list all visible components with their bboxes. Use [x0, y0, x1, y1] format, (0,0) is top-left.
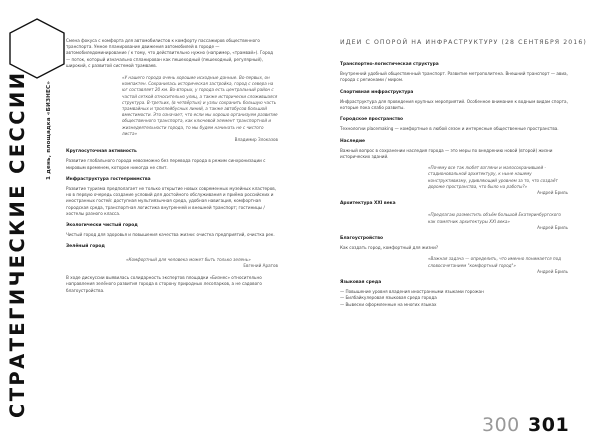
page-number-left: 300 — [482, 414, 520, 436]
heading-urban-space: Городское пространство — [340, 117, 404, 123]
paragraph: В ходе дискуссии выявилась солидарность экспертов площадки «Бизнес» относительно направления зелёного развития города в сторону природных лесопарков, а не садового благоустройства. — [66, 275, 262, 293]
heading-green-city: Зелёный город — [66, 244, 105, 250]
quote-author: Андрей Бриль — [537, 224, 568, 230]
quote-bril-3: «Важная задача — определить, что именно понимается под словосочетанием "комфортный город"» — [428, 256, 562, 268]
paragraph: Развитие туризма предполагает не только открытие новых современных музейных кластеров, но в первую очередь создание условий для достойного обслуживания и приёма российских и иностранных гостей: доступная мультиязычная среда, удобная навигация, комфортная городская среда, транспортная логистика внутренней и внешней транспорт; гостиницы / хостелы разного класса. — [66, 186, 276, 216]
quote-bril-1: «Почему все так любят взгляни и малосохранившей - стадионовальной архитектуру, к ныне нашему конструктивизму, удивляющий уровнем за то, что создаёт дороже пространства, что было на работы?» — [428, 165, 558, 189]
paragraph: Чистый город для здоровья и повышения качества жизни: очистка предприятий, очистка рек. — [66, 232, 275, 238]
heading-sports: Спортивная инфраструктура — [340, 89, 414, 95]
quote-author: Владимир Злоказов — [234, 137, 278, 143]
quote-zlokazov: «У нашего города очень хорошие исходные данные. Во-первых, он компактен. Сохранилась историческая застройка, город с севера на юг составляет 20 км. Во-вторых, у города есть центральный район с частой сеткой относительно улиц, а также исторически сложившаяся структура. В-третьих, (в четвёртых) и узлы сохранить большую часть трамвайных и троллейбусных линий, а также автобусов большой вместимости. Это означает, что если мы хорошо организуем развитие общественного транспорта, как ключевой элемент транспортной и жизнедеятельности города, то мы будем начинать не с чистого листа» — [122, 75, 278, 136]
list-item: — Билбайкулеровая языковая среда города — [340, 295, 437, 301]
section-subtitle: 1 день, площадка «БИЗНЕС» — [46, 80, 52, 180]
quote-author: Евгений Аратов — [243, 262, 278, 268]
intro-paragraph: Смена фокуса с комфорта для автомобилистов к комфорту пассажиров общественного транспорта. Умное планирование движения автомобилей в городе — автомобиледоминирование / к тому, что действительно нужно (например, «трамвай»). Город — поток, который изначально спланирован как пешеходный (пешеходный, регулярный), широкий, с развитой системой трамваев. — [66, 38, 273, 68]
quote-author: Андрей Бриль — [537, 190, 568, 196]
paragraph: Внутренний удобный общественный транспорт. Развитие метрополитена. Внешний транспорт — авиа, города с регионами / миром. — [340, 71, 568, 83]
right-page-header: ИДЕИ С ОПОРОЙ НА ИНФРАСТРУКТУРУ (28 СЕНТЯБРЯ 2016) — [340, 39, 587, 46]
page-number-right: 301 — [528, 414, 570, 436]
paragraph: Технологии placemaking — комфортные в любой сезон и интересные общественные пространства. — [340, 126, 559, 132]
heading-round-the-clock: Круглосуточная активность — [66, 149, 137, 155]
heading-transport: Транспортно-логистическая структура — [340, 62, 439, 67]
heading-heritage: Наследие — [340, 138, 366, 144]
section-title: СТРАТЕГИЧЕСКИЕ СЕССИИ — [6, 70, 29, 418]
list-item: — Вывески оформленные на многих языках — [340, 301, 437, 307]
paragraph: Инфраструктура для проведения крупных мероприятий. Особенное внимание к водным видам спорта, которые пока слабо развиты. — [340, 98, 568, 111]
heading-clean-city: Экологически чистый город — [66, 223, 138, 229]
heading-architecture: Архитектура XXI века — [340, 201, 396, 207]
quote-bril-2: «Предлагаю разместить объём большой Екатеринбургского как памятник архитектуры XXI века» — [428, 212, 561, 224]
right-column — [340, 62, 568, 308]
left-column — [66, 38, 278, 294]
paragraph: Развитие глобального города невозможно без перевода города в режим синхронизации с мировым временем, которое никогда не спит. — [66, 158, 266, 170]
heading-language: Языковая среда — [340, 280, 382, 286]
list-item: — Повышение уровня владения иностранными языками горожан — [340, 289, 484, 295]
paragraph: Важный вопрос в сохранении наследия города — это меры по внедрению новой (второй) жизни исторических зданий. — [340, 147, 553, 160]
paragraph: Как создать город, комфортный для жизни? — [340, 245, 439, 251]
quote-author: Андрей Бриль — [537, 268, 568, 274]
heading-hospitality: Инфраструктура гостеприимства — [66, 176, 151, 182]
heading-improvement: Благоустройство — [340, 236, 384, 242]
quote-aratov: «Комфортный для человека может быть только зелень» — [126, 256, 251, 262]
